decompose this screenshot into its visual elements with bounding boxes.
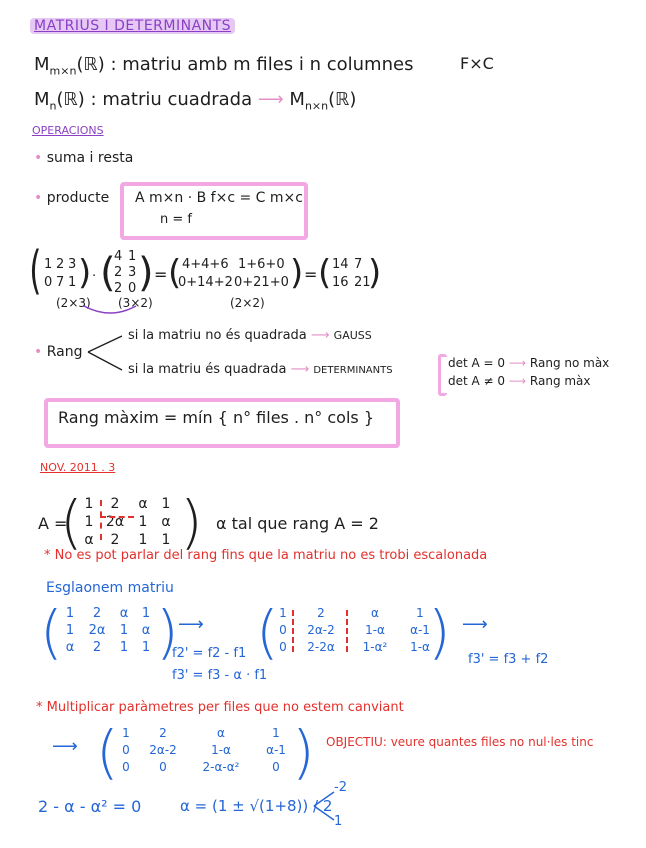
bullet-icon: •: [34, 344, 43, 360]
definition-mxn: [34, 54, 413, 78]
paren-left-B1: (: [40, 598, 63, 666]
m4-0-1: 7: [354, 257, 363, 272]
alpha-condition: α tal que rang A = 2: [216, 514, 379, 533]
product-example: [28, 244, 458, 304]
suma-text: suma i resta: [46, 150, 134, 166]
matrix-B2-cell-1-0: 0: [279, 623, 287, 637]
matrix-A-cell-0-0: 1: [84, 496, 94, 512]
quadratic-solution: α = (1 ± √(1+8)) / 2: [180, 797, 333, 815]
matrix-B2-cell-0-3: 1: [416, 606, 424, 620]
det-case-2: [448, 374, 591, 388]
definition-square: [34, 89, 356, 113]
root-1: -2: [334, 780, 347, 795]
arrow-icon: ⟶: [52, 736, 78, 757]
producte-condition: n = f: [160, 212, 192, 227]
matrix-A-cell-0-3: 1: [161, 496, 171, 512]
matrix-A-cell-2-0: α: [84, 532, 94, 548]
rang-branch-2: [128, 362, 393, 377]
paren-left3: (: [168, 253, 182, 293]
m2-0-0: 4: [114, 249, 123, 264]
paren-right-B2: ): [428, 598, 451, 666]
matrix-B1: [58, 606, 156, 655]
paren-left-B3: (: [96, 718, 119, 786]
matrix-B3-cell-1-2: 1-α: [211, 743, 231, 757]
matrix-B1-cell-2-3: 1: [141, 640, 151, 655]
matrix-B2-cell-0-1: 2: [317, 606, 325, 620]
matrix-A-cell-1-0: 1: [84, 514, 94, 530]
row-op-1: f2' = f2 - f1: [172, 646, 247, 661]
m4-1-0: 16: [332, 275, 349, 290]
matrix-B2-dashed-v2: [346, 610, 348, 652]
paren-right-A: ): [180, 488, 203, 556]
matrix-B2-cell-2-3: 1-α: [410, 640, 430, 654]
fxc-label: F×C: [460, 54, 494, 73]
a-label: A =: [38, 514, 68, 533]
exam-reference: NOV. 2011 . 3: [40, 461, 116, 474]
def2-m2: M: [289, 89, 305, 110]
branch2-end: DETERMINANTS: [313, 365, 393, 376]
matrix-B2-cell-0-2: α: [371, 606, 379, 620]
matrix-B1-cell-1-1: 2α: [88, 623, 106, 638]
det2-end: Rang màx: [529, 374, 591, 388]
matrix-B3-cell-0-1: 2: [159, 726, 167, 740]
def1-text: (ℝ) : matriu amb m files i n columnes: [76, 54, 414, 75]
m3-0-1: 1+6+0: [238, 257, 285, 272]
m1-0-1: 2: [56, 257, 65, 272]
matrix-B1-cell-1-2: 1: [119, 623, 129, 638]
branch1-text: si la matriu no és quadrada: [128, 328, 307, 343]
m4-0-0: 14: [332, 257, 349, 272]
m1-1-0: 0: [44, 275, 53, 290]
m2-2-1: 0: [128, 281, 137, 296]
matrix-A-cell-2-3: 1: [161, 532, 171, 548]
matrix-B3: [114, 726, 298, 774]
paren-left: (: [29, 244, 42, 302]
matrix-B2-cell-2-0: 0: [279, 640, 287, 654]
note-multiplicar: * Multiplicar paràmetres per files que no estem canviant: [36, 700, 404, 715]
m2-2-0: 2: [114, 281, 123, 296]
matrix-B3-cell-0-0: 1: [122, 726, 130, 740]
det1-text: det A = 0: [448, 356, 506, 370]
det1-end: Rang no màx: [529, 356, 610, 370]
branch1-end: GAUSS: [333, 329, 372, 342]
paren-left-B2: (: [256, 598, 279, 666]
row-op-3: f3' = f3 + f2: [468, 652, 549, 667]
rang-branch-1: [128, 328, 372, 343]
matrix-B1-cell-2-0: α: [65, 640, 75, 655]
rang-label: Rang: [46, 344, 83, 360]
page-title-text: MATRIUS I DETERMINANTS: [34, 18, 232, 34]
def1-sub: m×n: [49, 64, 77, 78]
def2-text: (ℝ) : matriu cuadrada: [56, 89, 253, 110]
suma-item: [34, 150, 133, 166]
matrix-A-cell-2-2: 1: [138, 532, 148, 548]
row-op-2: f3' = f3 - α · f1: [172, 668, 268, 683]
m2-1-0: 2: [114, 265, 123, 280]
matrix-B3-cell-2-0: 0: [122, 760, 130, 774]
matrix-B2-cell-0-0: 1: [279, 606, 287, 620]
operacions-heading: OPERACIONS: [32, 124, 104, 137]
rang-branches: [86, 330, 126, 374]
matrix-B2-cell-1-1: 2α-2: [307, 623, 335, 637]
matrix-A-cell-1-3: α: [161, 514, 171, 530]
matrix-A-cell-1-1: 2α: [105, 514, 125, 530]
matrix-B3-cell-1-0: 0: [122, 743, 130, 757]
objectiu-text: OBJECTIU: veure quantes files no nul·les tinc: [326, 735, 594, 749]
matrix-B1-cell-2-1: 2: [92, 640, 102, 655]
det-bracket: [438, 354, 447, 396]
m1-0-0: 1: [44, 257, 53, 272]
producte-item: [34, 190, 109, 206]
matrix-B3-cell-2-1: 0: [159, 760, 167, 774]
arrow-icon: ⟶: [462, 614, 488, 635]
dim-3: (2×2): [230, 296, 265, 310]
dim-2: (3×2): [118, 296, 153, 310]
def2-rsub: n×n: [304, 99, 329, 113]
matrix-A-dashed-h: [100, 516, 134, 518]
matrix-B2-cell-1-2: 1-α: [365, 623, 385, 637]
def1-m: M: [34, 54, 50, 75]
dim-link: [80, 304, 140, 320]
def2-rend: (ℝ): [328, 89, 357, 110]
paren-right-B1: ): [156, 598, 179, 666]
matrix-B1-cell-0-2: α: [119, 606, 129, 621]
m4-1-1: 21: [354, 275, 371, 290]
paren-right: ): [78, 253, 92, 293]
matrix-B1-cell-2-2: 1: [119, 640, 129, 655]
matrix-B3-cell-1-3: α-1: [266, 743, 286, 757]
paren-left4: (: [318, 253, 332, 293]
matrix-B2-cell-2-2: 1-α²: [362, 640, 388, 654]
dot-op: ·: [92, 269, 97, 284]
paren-left2: (: [100, 250, 116, 296]
note-escalonada: * No es pot parlar del rang fins que la matriu no es trobi escalonada: [44, 548, 488, 563]
matrix-B1-cell-0-3: 1: [141, 606, 151, 621]
matrix-B1-cell-0-0: 1: [65, 606, 75, 621]
producte-text: producte: [46, 190, 110, 206]
m3-1-1: 0+21+0: [234, 275, 289, 290]
matrix-B1-cell-1-0: 1: [65, 623, 75, 638]
det-case-1: [448, 356, 609, 370]
matrix-B2-cell-1-3: α-1: [410, 623, 430, 637]
esglaonem-heading: Esglaonem matriu: [46, 580, 174, 596]
paren-right-B3: ): [292, 718, 315, 786]
det2-text: det A ≠ 0: [448, 374, 506, 388]
arrow-icon: ⟶: [178, 614, 204, 635]
matrix-B3-cell-0-2: α: [217, 726, 225, 740]
arrow-icon: ⟶: [508, 356, 527, 370]
m2-1-1: 3: [128, 265, 137, 280]
arrow-icon: ⟶: [310, 328, 330, 343]
arrow-icon: ⟶: [257, 89, 284, 110]
m1-0-2: 3: [68, 257, 77, 272]
m2-0-1: 1: [128, 249, 137, 264]
matrix-B2: [272, 606, 438, 654]
paren-right2: ): [138, 250, 154, 296]
paren-left-A: (: [60, 488, 83, 556]
matrix-B2-cell-2-1: 2-2α: [307, 640, 335, 654]
def2-sub: n: [49, 99, 57, 113]
arrow-icon: ⟶: [290, 362, 310, 377]
matrix-B1-cell-1-3: α: [141, 623, 151, 638]
m3-0-0: 4+4+6: [182, 257, 229, 272]
m1-1-1: 7: [56, 275, 65, 290]
matrix-B2-dashed-v: [292, 610, 294, 652]
matrix-B1-cell-0-1: 2: [92, 606, 102, 621]
m1-1-2: 1: [68, 275, 77, 290]
arrow-icon: ⟶: [508, 374, 527, 388]
bullet-icon: •: [34, 190, 43, 206]
page-title: [30, 18, 235, 34]
rang-item: [34, 344, 82, 360]
matrix-A-cell-0-1: 2: [110, 496, 120, 512]
objectiu-note: [326, 734, 626, 751]
matrix-B3-cell-2-2: 2-α-α²: [202, 760, 240, 774]
m3-1-0: 0+14+2: [178, 275, 233, 290]
dim-1: (2×3): [56, 296, 91, 310]
matrix-A-cell-0-2: α: [138, 496, 148, 512]
matrix-B3-cell-1-1: 2α-2: [149, 743, 177, 757]
matrix-A-cell-2-1: 2: [110, 532, 120, 548]
def2-m: M: [34, 89, 50, 110]
matrix-A-dashed-v: [100, 500, 102, 540]
paren-right3: ): [290, 253, 304, 293]
matrix-B3-cell-2-3: 0: [272, 760, 280, 774]
eq2: =: [304, 265, 318, 284]
branch2-text: si la matriu és quadrada: [128, 362, 287, 377]
quadratic-equation: 2 - α - α² = 0: [38, 797, 142, 816]
matrix-B3-cell-0-3: 1: [272, 726, 280, 740]
matrix-A: [78, 496, 176, 548]
root-2: 1: [334, 814, 343, 829]
rang-max-formula: Rang màxim = mín { n° files . n° cols }: [58, 408, 374, 427]
matrix-A-cell-1-2: 1: [138, 514, 148, 530]
bullet-icon: •: [34, 150, 43, 166]
paren-right4: ): [368, 253, 382, 293]
eq1: =: [154, 265, 168, 284]
producte-formula: A m×n · B f×c = C m×c: [135, 190, 303, 206]
